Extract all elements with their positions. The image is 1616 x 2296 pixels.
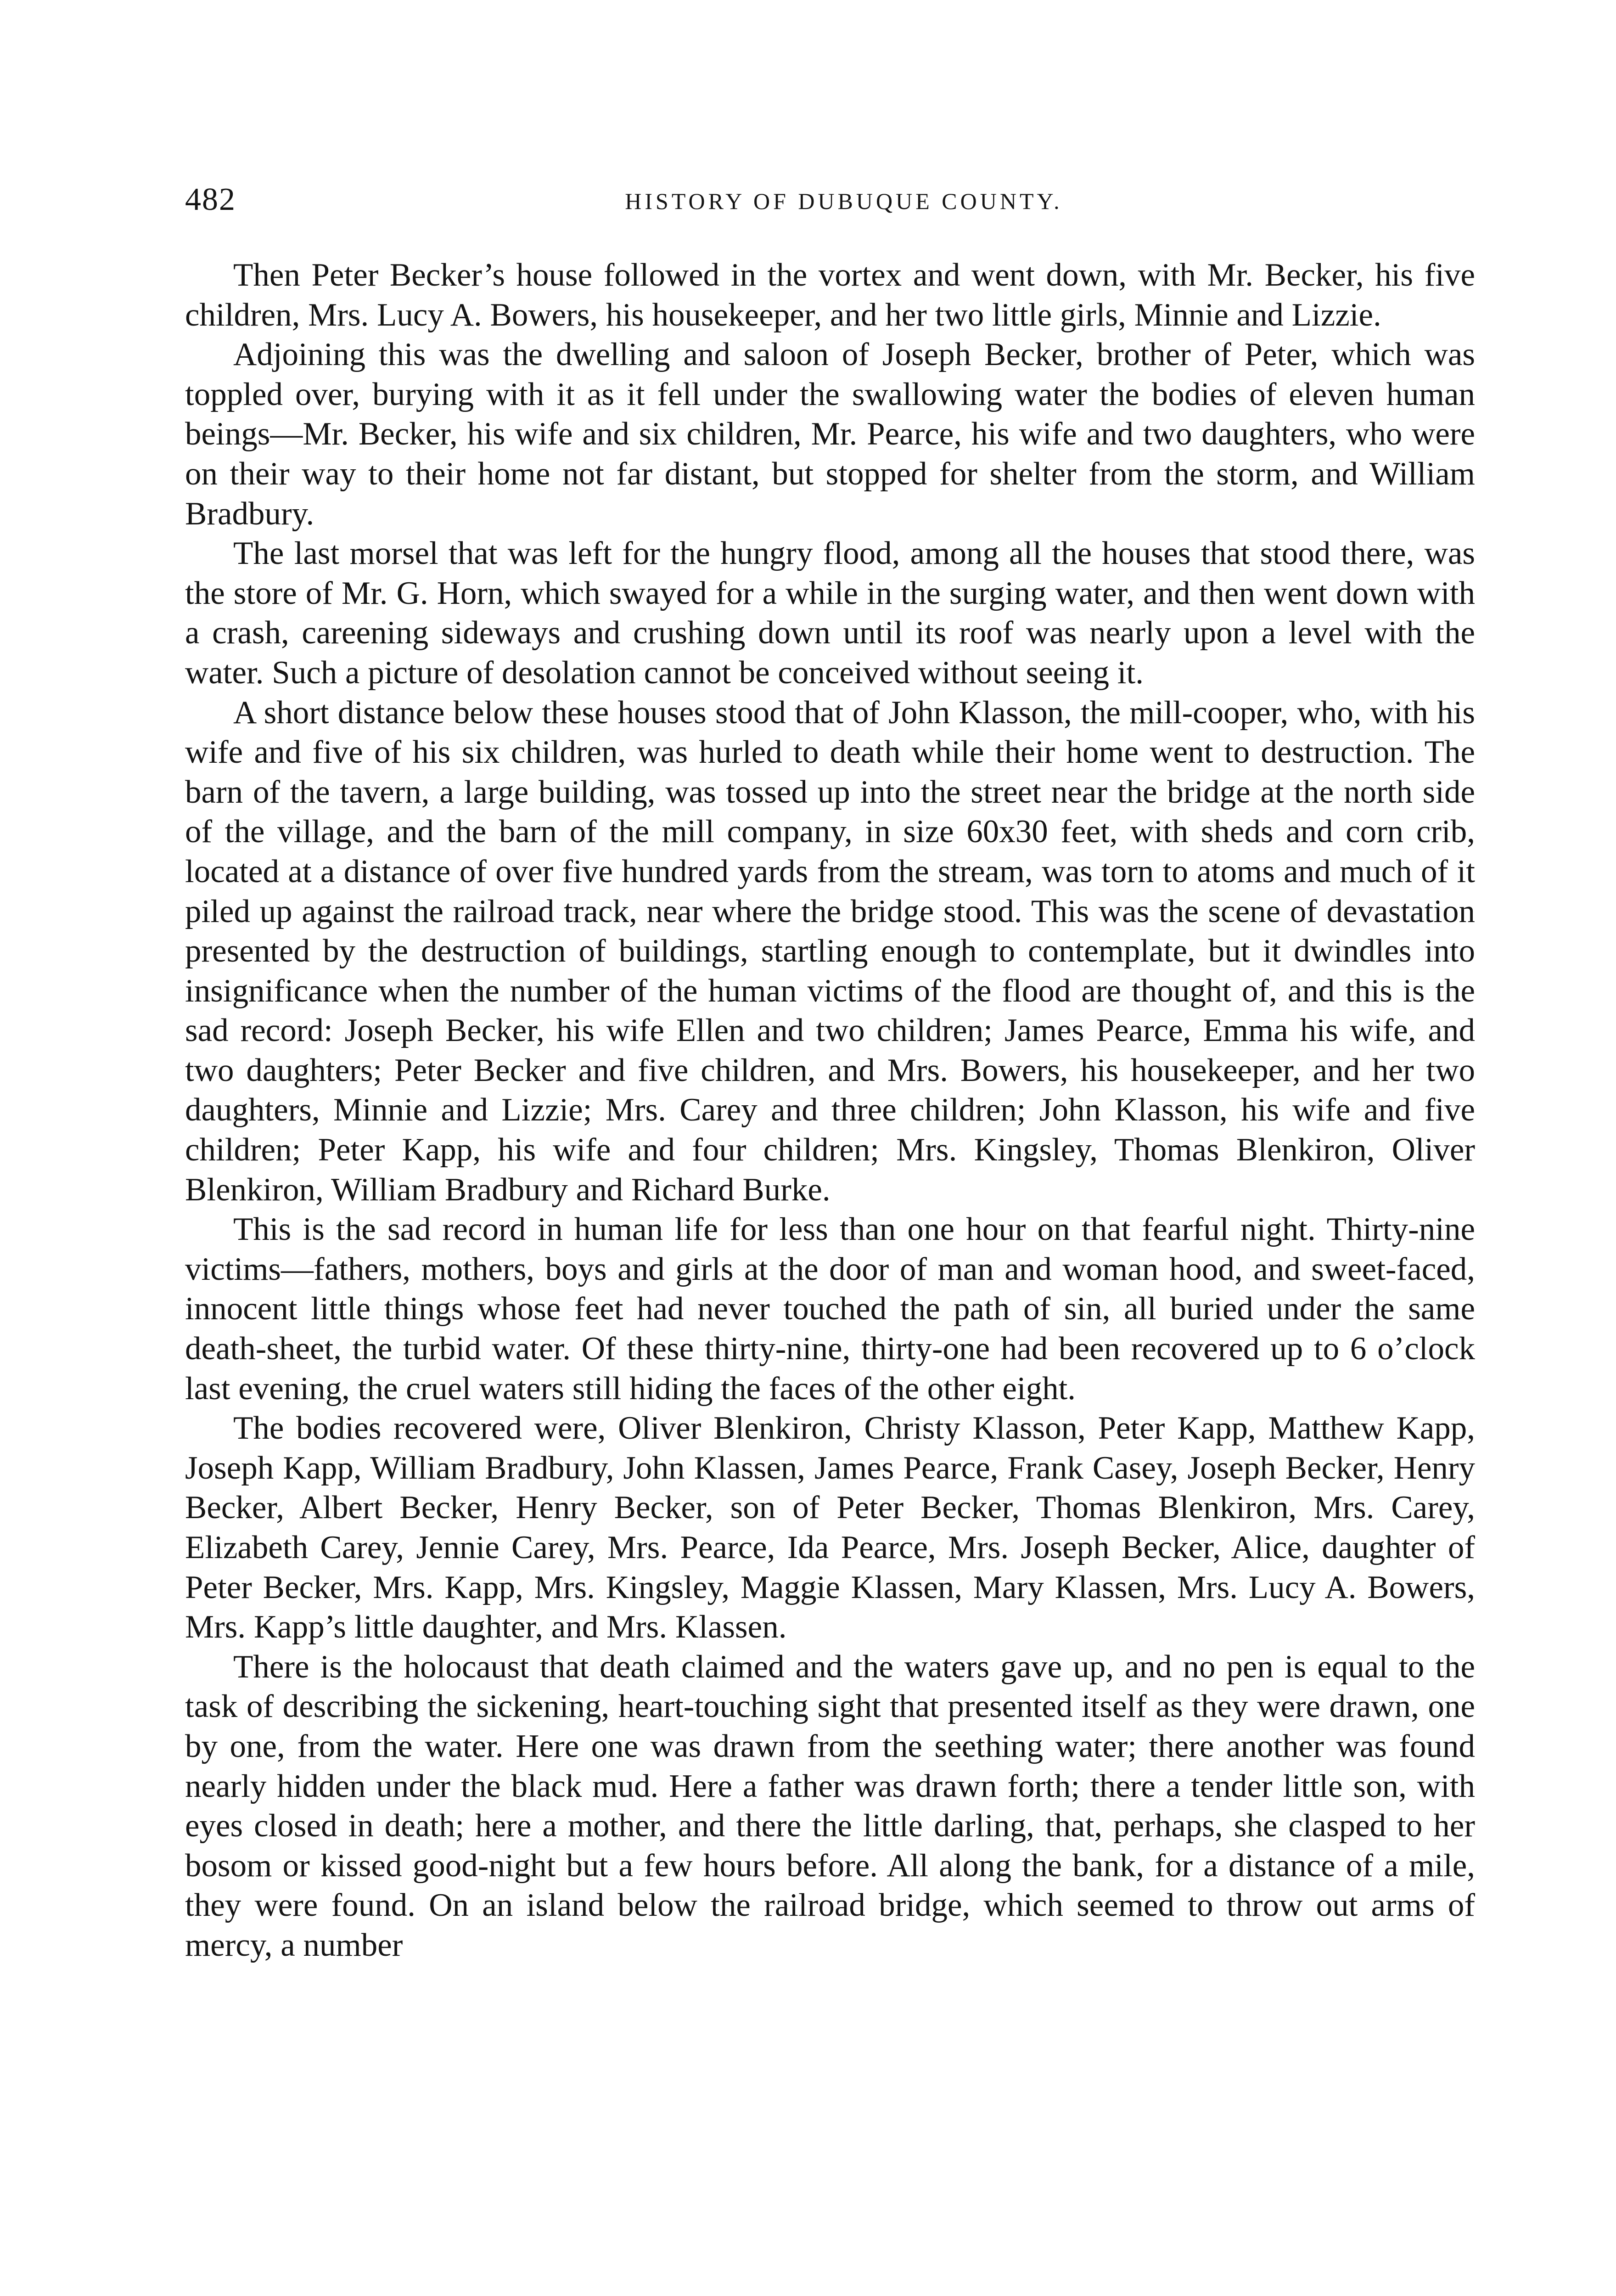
paragraph-holocaust: There is the holocaust that death claimed and the waters gave up, and no pen is equal to the task of describing the sickening, heart-touching sight that presented itself as they were drawn, one by one, from the water. Here one was drawn from the seething water; there another was found nearly hidden under the black mud. Here a father was drawn forth; there a tender little son, with eyes closed in death; here a mother, and there the little darling, that, perhaps, she clasped to her bosom or kissed good-night but a few hours before. All along the bank, for a distance of a mile, they were found. On an island below the railroad bridge, which seemed to throw out arms of mercy, a number bbox=[185, 1649, 1475, 1963]
paragraph-klasson-and-record: A short distance below these houses stood that of John Klasson, the mill-cooper, who, with his wife and five of his six children, was hurled to death while their home went to destruction. The barn of the tavern, a large building, was tossed up into the street near the bridge at the north side of the village, and the barn of the mill company, in size 60x30 feet, with sheds and corn crib, located at a distance of over five hundred yards from the stream, was torn to atoms and much of it piled up against the railroad track, near where the bridge stood. This was the scene of devastation presented by the destruction of buildings, startling enough to contemplate, but it dwindles into insignificance when the number of the human victims of the flood are thought of, and this is the sad record: Joseph Becker, his wife Ellen and two children; James Pearce, Emma his wife, and two daughters; Peter Becker and five children, and Mrs. Bowers, his housekeeper, and her two daughters, Minnie and Lizzie; Mrs. Carey and three children; John Klasson, his wife and five children; Peter Kapp, his wife and four children; Mrs. Kingsley, Thomas Blenkiron, Oliver Blenkiron, William Bradbury and Richard Burke. bbox=[185, 694, 1475, 1208]
body-text bbox=[185, 255, 1475, 2296]
paragraph-joseph-becker-saloon: Adjoining this was the dwelling and saloon of Joseph Becker, brother of Peter, which was toppled over, burying with it as it fell under the swallowing water the bodies of eleven human beings—Mr. Becker, his wife and six children, Mr. Pearce, his wife and two daughters, who were on their way to their home not far distant, but stopped for shelter from the storm, and William Bradbury. bbox=[185, 337, 1475, 532]
paragraph-becker-house: Then Peter Becker’s house followed in the vortex and went down, with Mr. Becker, his five children, Mrs. Lucy A. Bowers, his housekeeper, and her two little girls, Minnie and Lizzie. bbox=[185, 257, 1475, 333]
paragraph-thirty-nine-victims: This is the sad record in human life for less than one hour on that fearful night. Thirty-nine victims—fathers, mothers, boys and girls at the door of man and woman hood, and sweet-faced, innocent little things whose feet had never touched the path of sin, all buried under the same death-sheet, the turbid water. Of these thirty-nine, thirty-one had been recovered up to 6 o’clock last evening, the cruel waters still hiding the faces of the other eight. bbox=[185, 1211, 1475, 1407]
running-head bbox=[185, 177, 1475, 227]
paragraph-horn-store: The last morsel that was left for the hungry flood, among all the houses that stood there, was the store of Mr. G. Horn, which swayed for a while in the surging water, and then went down with a crash, careening sideways and crushing down until its roof was nearly upon a level with the water. Such a picture of desolation cannot be conceived without seeing it. bbox=[185, 535, 1475, 691]
running-title: HISTORY OF DUBUQUE COUNTY. bbox=[625, 188, 1063, 214]
paragraph-bodies-recovered: The bodies recovered were, Oliver Blenkiron, Christy Klasson, Peter Kapp, Matthew Kapp, Joseph Kapp, William Bradbury, John Klassen, James Pearce, Frank Casey, Joseph Becker, Henry Becker, Albert Becker, Henry Becker, son of Peter Becker, Thomas Blenkiron, Mrs. Carey, Elizabeth Carey, Jennie Carey, Mrs. Pearce, Ida Pearce, Mrs. Joseph Becker, Alice, daughter of Peter Becker, Mrs. Kapp, Mrs. Kingsley, Maggie Klassen, Mary Klassen, Mrs. Lucy A. Bowers, Mrs. Kapp’s little daughter, and Mrs. Klassen. bbox=[185, 1410, 1475, 1645]
page-number: 482 bbox=[185, 182, 236, 217]
